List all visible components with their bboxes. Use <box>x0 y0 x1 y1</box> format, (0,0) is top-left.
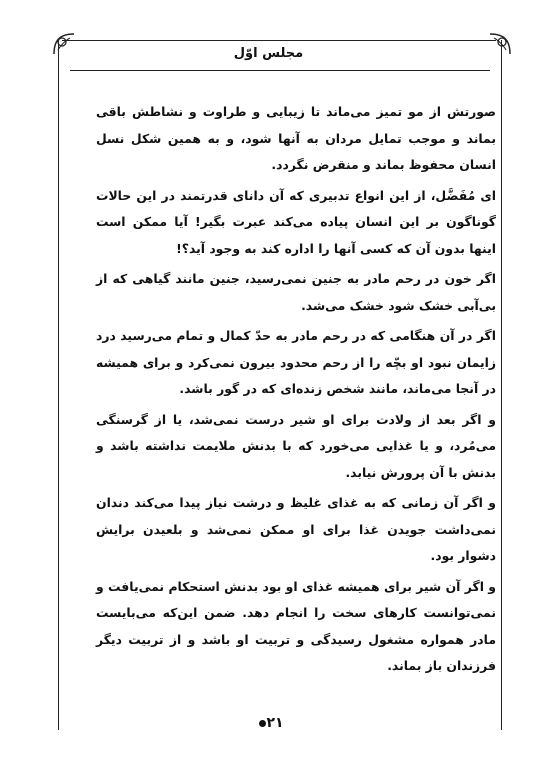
paragraph: اگر در آن هنگامی که در رحم مادر به حدّ کمال و تمام می‌رسید درد زایمان نبود او بچّه را از رحم محدود بیرون نمی‌کرد و برای همیشه در آنجا می‌ماند، مانند شخص زنده‌ای که در گور باشد. <box>96 328 496 396</box>
paragraph: اگر خون در رحم مادر به جنین نمی‌رسید، جنین مانند گیاهی که از بی‌آبی خشک شود خشک می‌شد. <box>96 271 496 313</box>
page-number: ۲۱ <box>266 715 284 731</box>
page-footer <box>0 715 537 731</box>
page-header-title: مجلس اوّل <box>233 46 304 61</box>
paragraph: صورتش از مو تمیز می‌ماند تا زیبایی و طراوت و نشاطش باقی بماند و موجب تمایل مردان به آنها شود، و به همین شکل نسل انسان محفوظ بماند و منقرض نگردد. <box>96 104 496 172</box>
paragraph: ای مُفَضَّل، از این انواع تدبیری که آن دانای قدرتمند در این حالات گوناگون بر این انسان پیاده می‌کند عبرت بگیر! آیا ممکن است اینها بدون آن که کسی آنها را اداره کند به وجود آید؟! <box>96 187 496 256</box>
header-rule <box>70 70 490 71</box>
paragraph: و اگر بعد از ولادت برای او شیر درست نمی‌شد، یا از گرسنگی می‌مُرد، و یا غذایی می‌خورد که با بدنش ملایمت نداشته باشد و بدنش با آن پرورش نیابد. <box>96 411 496 480</box>
paragraph: و اگر آن زمانی که به غذای غلیظ و درشت نیاز پیدا می‌کند دندان نمی‌داشت جویدن غذا برای او ممکن نمی‌شد و بلعیدن برایش دشوار بود. <box>96 495 496 563</box>
page-body-text <box>96 99 496 680</box>
paragraph: و اگر آن شیر برای همیشه غذای او بود بدنش استحکام نمی‌یافت و نمی‌توانست کارهای سخت را انجام دهد. ضمن این‌که می‌بایست مادر همواره مشغول رسیدگی و تربیت او باشد و از تربیت دیگر فرزندان باز بماند. <box>96 578 496 673</box>
